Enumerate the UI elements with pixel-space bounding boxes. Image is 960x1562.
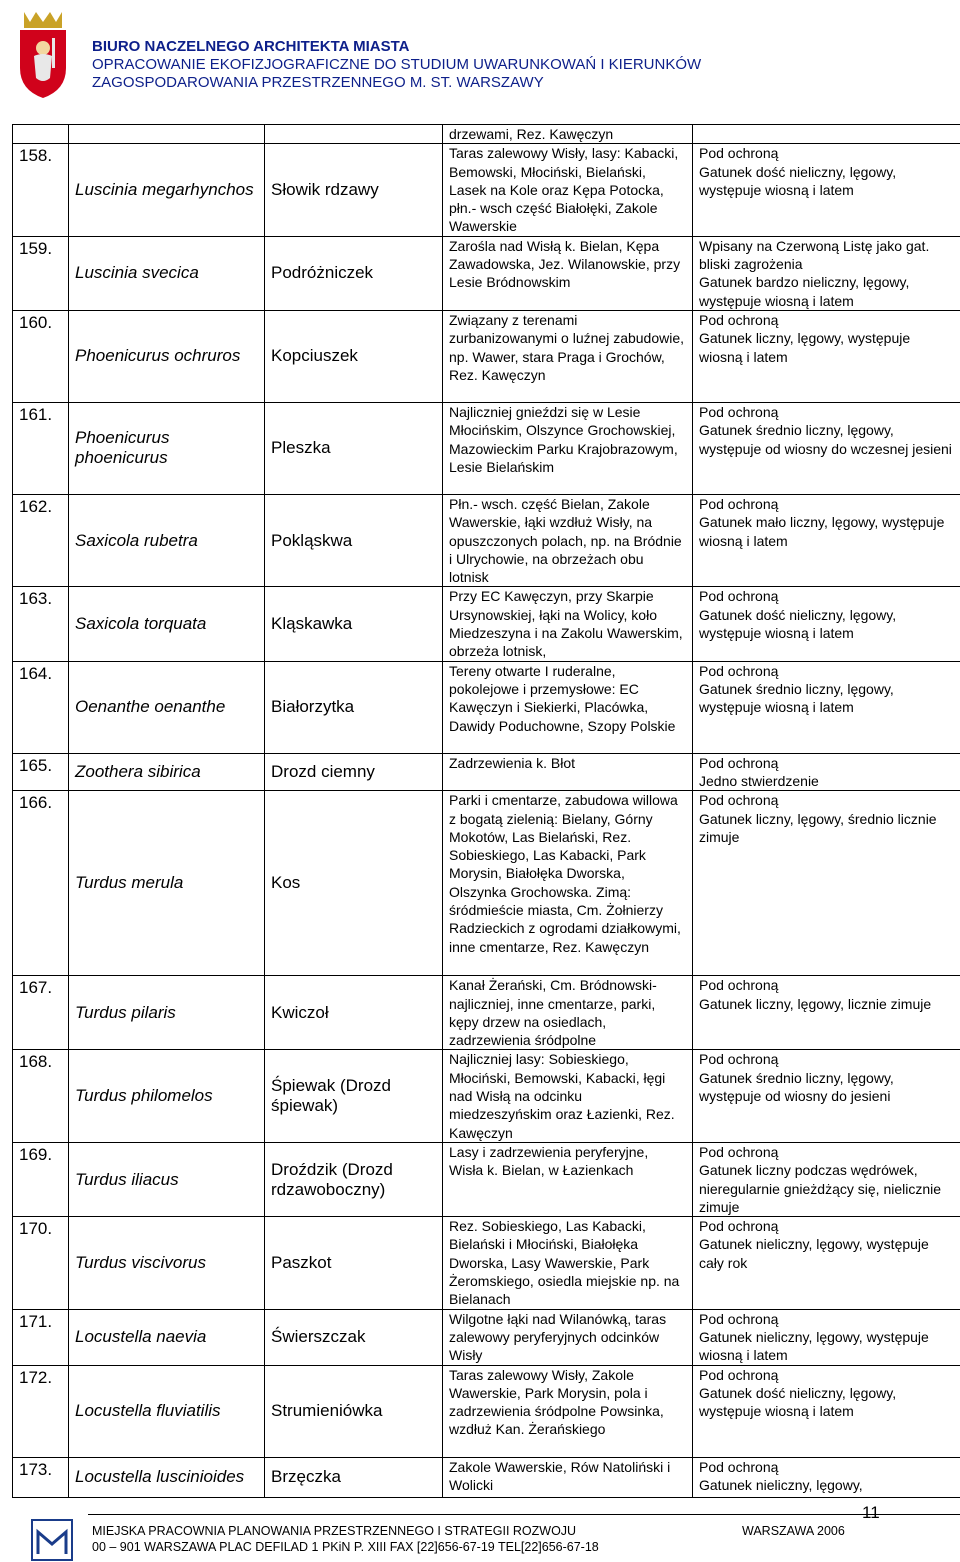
row-number: 163.: [19, 589, 53, 609]
polish-name: Śpiewak (Drozd śpiewak): [271, 1076, 391, 1116]
protection-status: Pod ochroną Gatunek dość nieliczny, lęgowy, występuje wiosną i latem: [699, 145, 897, 198]
location: Najliczniej gnieździ się w Lesie Młocińskim, Olszynce Grochowskiej, Mazowieckim Parku Krajobrazowym, Lesie Bielańskim: [449, 403, 678, 475]
page-header: [0, 0, 960, 112]
protection-status: Pod ochroną Gatunek średnio liczny, lęgowy, występuje od wiosny do wczesnej jesieni: [699, 403, 952, 457]
species-table: [12, 124, 960, 1498]
table-row: [13, 1365, 960, 1457]
protection-status: Pod ochroną Gatunek średnio liczny, lęgowy, występuje wiosną i latem: [699, 662, 894, 716]
protection-status: Pod ochroną Gatunek liczny, lęgowy, występuje wiosną i latem: [699, 311, 911, 365]
latin-name: Locustella fluviatilis: [75, 1401, 221, 1421]
row-number: 159.: [19, 238, 53, 258]
row-number: 166.: [19, 793, 53, 813]
location: Związany z terenami zurbanizowanymi o luźnej zabudowie, np. Wawer, stara Praga i Grochów, Rez. Kawęczyn: [449, 311, 685, 383]
polish-name: Pleszka: [271, 438, 331, 458]
location-continuation: drzewami, Rez. Kawęczyn: [443, 125, 693, 144]
protection-status: Wpisany na Czerwoną Listę jako gat. bliski zagrożenia Gatunek bardzo nieliczny, lęgowy, występuje wiosną i latem: [699, 237, 930, 309]
latin-name: Phoenicurus ochruros: [75, 346, 241, 366]
protection-status: Pod ochroną Jedno stwierdzenie: [699, 754, 819, 789]
latin-name: Oenanthe oenanthe: [75, 697, 226, 717]
row-number: 161.: [19, 404, 53, 424]
polish-name: Kwiczoł: [271, 1002, 329, 1022]
table-row: [13, 144, 960, 236]
location: Taras zalewowy Wisły, lasy: Kabacki, Bemowski, Młociński, Bielański, Lasek na Kole oraz Kępa Potocka, płn.- wsch część Białołęki, Zakole Wawerskie: [449, 145, 679, 235]
table-row: [13, 1217, 960, 1309]
row-number: 165.: [19, 755, 53, 775]
latin-name: Luscinia megarhynchos: [75, 180, 254, 200]
protection-status: Pod ochroną Gatunek liczny, lęgowy, średnio licznie zimuje: [699, 792, 937, 845]
latin-name: Locustella luscinioides: [75, 1467, 245, 1487]
polish-name: Brzęczka: [271, 1467, 341, 1487]
table-row: [13, 402, 960, 494]
table-row: [13, 1457, 960, 1497]
location: Najliczniej lasy: Sobieskiego, Młociński, Bemowski, Kabacki, łęgi nad Wisłą na odcinku miedzeszyńskim oraz Łazienki, Rez. Kawęczyn: [449, 1051, 675, 1141]
row-number: 158.: [19, 146, 53, 166]
protection-status: Pod ochroną Gatunek dość nieliczny, lęgowy, występuje wiosną i latem: [699, 1366, 897, 1420]
protection-status: Pod ochroną Gatunek nieliczny, lęgowy, występuje cały rok: [699, 1218, 929, 1271]
footer-address: 00 – 901 WARSZAWA PLAC DEFILAD 1 PKiN P. XIII FAX [22]656-67-19 TEL[22]656-67-18: [92, 1540, 599, 1554]
footer-divider: [88, 1514, 960, 1515]
polish-name: Kopciuszek: [271, 346, 358, 366]
location: Zakole Wawerskie, Rów Natoliński i Wolicki: [449, 1458, 671, 1493]
protection-status: Pod ochroną Gatunek dość nieliczny, lęgowy, występuje wiosną i latem: [699, 588, 897, 642]
protection-status: Pod ochroną Gatunek nieliczny, lęgowy, występuje wiosną i latem: [699, 1310, 929, 1364]
polish-name: Paszkot: [271, 1252, 332, 1272]
page-number: 11: [862, 1503, 880, 1522]
polish-name: Drozd ciemny: [271, 761, 375, 781]
row-number: 168.: [19, 1052, 53, 1072]
table-row: [13, 1309, 960, 1365]
table-row: [13, 310, 960, 402]
table-row: [13, 1142, 960, 1216]
latin-name: Locustella naevia: [75, 1327, 207, 1347]
protection-status: Pod ochroną Gatunek średnio liczny, lęgowy, występuje od wiosny do jesieni: [699, 1051, 894, 1105]
row-number: 164.: [19, 663, 53, 683]
row-number: 169.: [19, 1144, 53, 1164]
location: Zadrzewienia k. Błot: [449, 754, 576, 771]
location: Tereny otwarte I ruderalne, pokolejowe i przemysłowe: EC Kawęczyn i Siekierki, Placówka, Dawidy Poduchowne, Szopy Polskie: [449, 662, 676, 734]
latin-name: Turdus viscivorus: [75, 1252, 206, 1272]
row-number: 170.: [19, 1219, 53, 1239]
header-title: BIURO NACZELNEGO ARCHITEKTA MIASTA: [92, 38, 410, 55]
footer-year: WARSZAWA 2006: [742, 1524, 845, 1538]
location: Płn.- wsch. część Bielan, Zakole Wawerskie, łąki wzdłuż Wisły, na opuszczonych polach, np. na Bródnie i Ulrychowie, na obrzeżach obu lotnisk: [449, 495, 682, 586]
location: Wilgotne łąki nad Wilanówką, taras zalewowy peryferyjnych odcinków Wisły: [449, 1310, 667, 1364]
table-row: [13, 494, 960, 586]
row-number: 160.: [19, 312, 53, 332]
protection-status: Pod ochroną Gatunek liczny podczas wędrówek, nieregularnie gnieżdżący się, nielicznie zimuje: [699, 1143, 942, 1215]
table-row: [13, 661, 960, 753]
location: Parki i cmentarze, zabudowa willowa z bogatą zielenią: Bielany, Górny Mokotów, Las Bielański, Rez. Sobieskiego, Las Kabacki, Park Morysin, Białołęka Dworska, Olszynka Grochowska. Zimą: śródmieście miasta, Cm. Żołnierzy Radzieckich z ogrodami działkowymi, inne cmentarze, Rez. Kawęczyn: [449, 792, 681, 955]
location: Lasy i zadrzewienia peryferyjne, Wisła k. Bielan, w Łazienkach: [449, 1143, 649, 1179]
latin-name: Turdus merula: [75, 873, 184, 893]
latin-name: Zoothera sibirica: [75, 761, 201, 781]
latin-name: Phoenicurus phoenicurus: [75, 428, 170, 468]
header-subtitle-2: ZAGOSPODAROWANIA PRZESTRZENNEGO M. ST. WARSZAWY: [92, 74, 544, 91]
warsaw-coat-of-arms-icon: [14, 8, 72, 100]
location: Przy EC Kawęczyn, przy Skarpie Ursynowskiej, łąki na Wolicy, koło Miedzeszyna i na Zakolu Wawerskim, obrzeża lotnisk,: [449, 588, 683, 660]
polish-name: Podróżniczek: [271, 263, 374, 283]
table-row: [13, 1050, 960, 1142]
location: Zarośla nad Wisłą k. Bielan, Kępa Zawadowska, Jez. Wilanowskie, przy Lesie Bródnowskim: [449, 237, 681, 291]
polish-name: Świerszczak: [271, 1327, 366, 1347]
row-number: 167.: [19, 978, 53, 998]
location: Taras zalewowy Wisły, Zakole Wawerskie, Park Morysin, pola i zadrzewienia śródpolne Powsinka, wzdłuż Kan. Żerańskiego: [449, 1366, 664, 1438]
latin-name: Turdus philomelos: [75, 1086, 213, 1106]
footer-organization: MIEJSKA PRACOWNIA PLANOWANIA PRZESTRZENNEGO I STRATEGII ROZWOJU: [92, 1524, 577, 1538]
protection-status: Pod ochroną Gatunek liczny, lęgowy, licznie zimuje: [699, 977, 932, 1012]
location: Kanał Żerański, Cm. Bródnowski- najliczniej, inne cmentarze, parki, kępy drzew na osiedlach, zadrzewienia śródpolne: [449, 977, 657, 1049]
polish-name: Białorzytka: [271, 697, 355, 717]
polish-name: Kląskawka: [271, 614, 353, 634]
table-row: [13, 976, 960, 1050]
table-row: [13, 587, 960, 661]
row-number: 171.: [19, 1311, 53, 1331]
table-row: [13, 753, 960, 791]
row-number: 173.: [19, 1459, 53, 1479]
polish-name: Droździk (Drozd rdzawoboczny): [271, 1159, 393, 1199]
latin-name: Saxicola torquata: [75, 614, 207, 634]
polish-name: Kos: [271, 873, 301, 893]
row-number: 162.: [19, 496, 53, 516]
latin-name: Turdus iliacus: [75, 1169, 179, 1189]
protection-status: Pod ochroną Gatunek nieliczny, lęgowy,: [699, 1458, 863, 1493]
latin-name: Turdus pilaris: [75, 1002, 176, 1022]
row-number: 172.: [19, 1367, 53, 1387]
latin-name: Luscinia svecica: [75, 263, 199, 283]
header-subtitle-1: OPRACOWANIE EKOFIZJOGRAFICZNE DO STUDIUM UWARUNKOWAŃ I KIERUNKÓW: [92, 56, 702, 73]
protection-status: Pod ochroną Gatunek mało liczny, lęgowy, występuje wiosną i latem: [699, 495, 945, 549]
location: Rez. Sobieskiego, Las Kabacki, Bielański i Młociński, Białołęka Dworska, Lasy Wawerskie, Park Żeromskiego, osiedla miejskie np. na Bielanach: [449, 1218, 680, 1308]
polish-name: Pokląskwa: [271, 530, 353, 550]
polish-name: Strumieniówka: [271, 1401, 383, 1421]
table-row: [13, 791, 960, 976]
mppisr-logo-icon: [30, 1518, 74, 1562]
polish-name: Słowik rdzawy: [271, 180, 379, 200]
table-row: [13, 125, 960, 144]
table-row: [13, 236, 960, 310]
latin-name: Saxicola rubetra: [75, 530, 198, 550]
